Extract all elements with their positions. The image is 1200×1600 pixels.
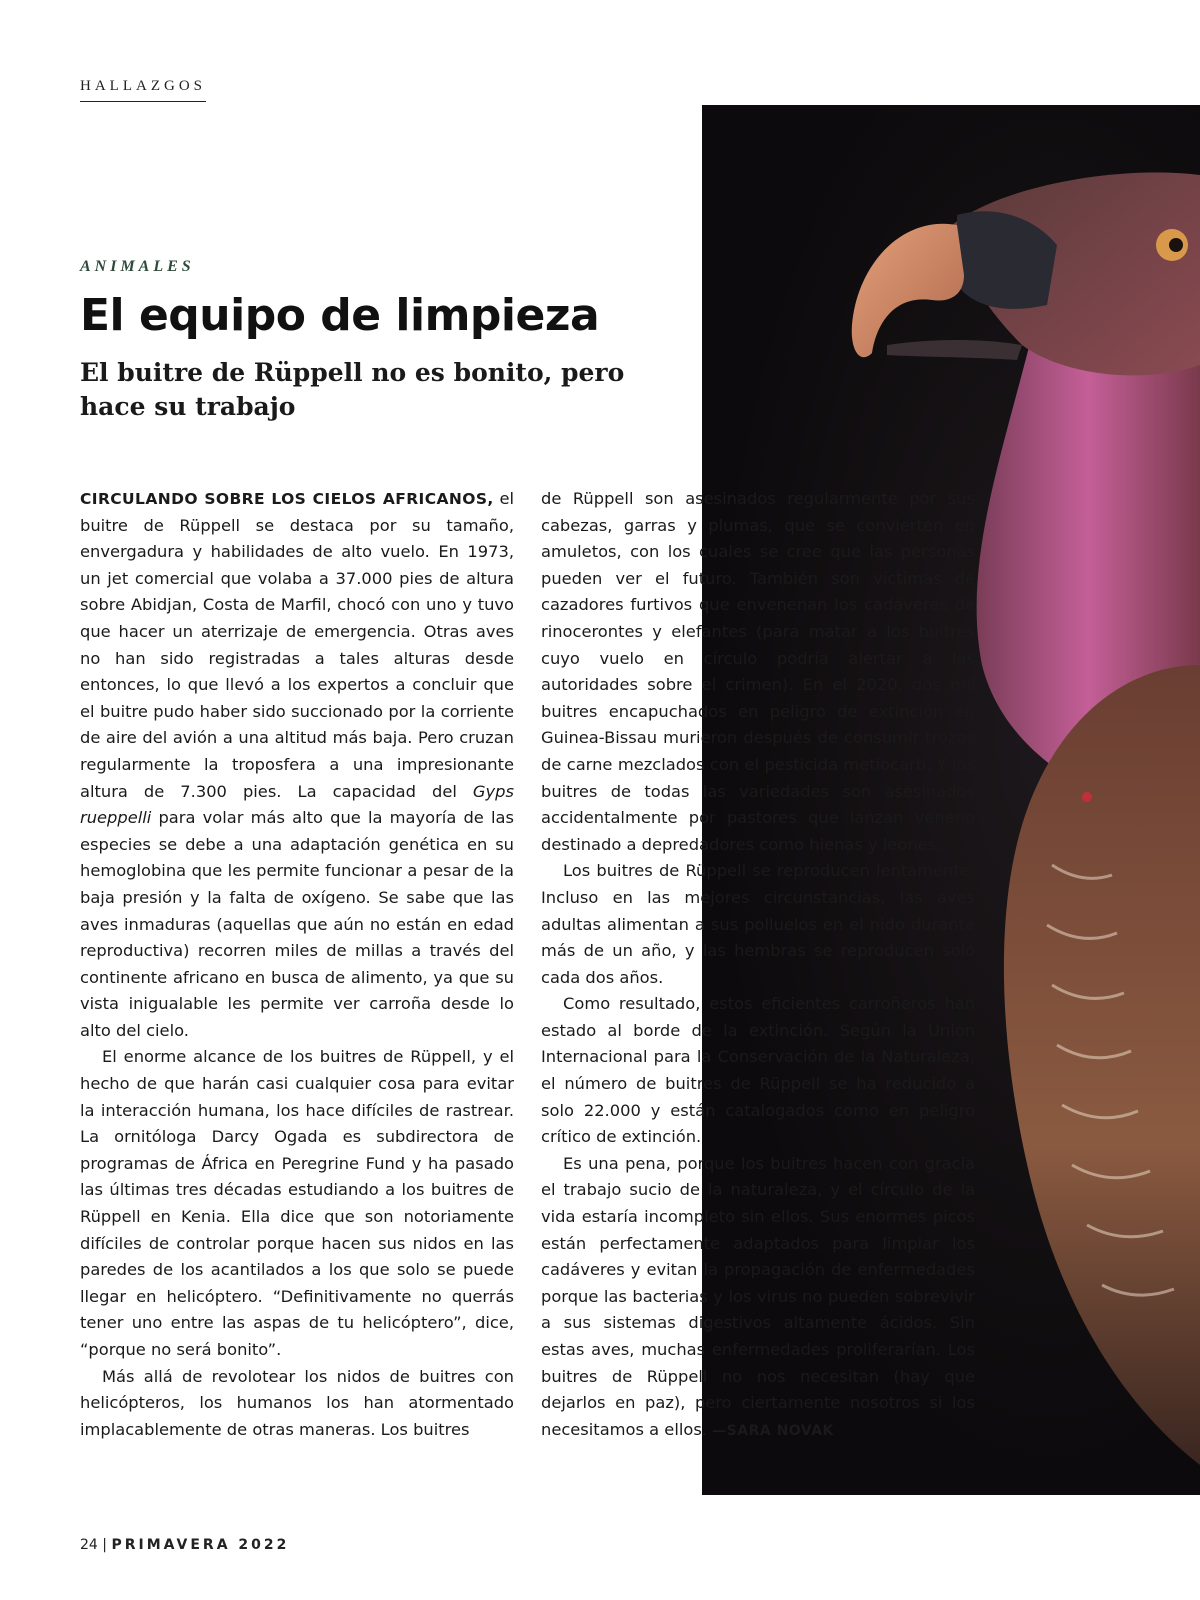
paragraph-1-text-a: el buitre de Rüppell se destaca por su tamaño, envergadura y habilidades de alto vuelo. En 1973, un jet comercial que volaba a 37.000 pies de altura sobre Abidjan, Costa de Marfil, chocó con uno y tuvo que hacer un aterrizaje de emergencia. Otras aves no han sido registradas a tales alturas desde entonces, lo que llevó a los expertos a concluir que el buitre pudo haber sido succionado por la corriente de aire del avión a una altitud más baja. Pero cruzan regularmente la troposfera a una impresionante altura de 7.300 pies. La capacidad del <box>80 489 514 801</box>
deck: El buitre de Rüppell no es bonito, pero hace su trabajo <box>80 358 625 421</box>
paragraph-6 <box>541 1151 975 1445</box>
folio-separator: | <box>102 1537 107 1553</box>
headline: El equipo de limpieza <box>80 290 600 341</box>
lead-in: CIRCULANDO SOBRE LOS CIELOS AFRICANOS, <box>80 490 494 508</box>
article-column-left <box>80 486 514 1443</box>
paragraph-3-continued: de Rüppell son asesinados regularmente por sus cabezas, garras y plumas, que se convierten en amuletos, con los cuales se cree que las personas pueden ver el futuro. También son víctimas de cazadores furtivos que envenenan los cadáveres de rinocerontes y elefantes (para matar a los buitres cuyo vuelo en círculo podría alertar a las autoridades sobre el crimen). En el 2020, dos mil buitres encapuchados en peligro de extinción en Guinea-Bissau murieron después de consumir trozos de carne mezclados con el pesticida metiocarb. Y los buitres de todas las variedades son asesinados accidentalmente por pastores que lanzan veneno destinado a depredadores como hienas y leones. <box>541 489 975 854</box>
byline: —SARA NOVAK <box>712 1422 834 1439</box>
paragraph-3-start: Más allá de revolotear los nidos de buitres con helicópteros, los humanos los han atormentado implacablemente de otras maneras. Los buitres <box>80 1366 514 1439</box>
species-name: Gyps rueppelli <box>80 781 514 828</box>
section-label: HALLAZGOS <box>80 78 206 102</box>
issue-label: PRIMAVERA 2022 <box>111 1537 290 1553</box>
page-number: 24 <box>80 1537 98 1553</box>
paragraph-2: El enorme alcance de los buitres de Rüppell, y el hecho de que harán casi cualquier cosa para evitar la interacción humana, los hace difíciles de rastrear. La ornitóloga Darcy Ogada es subdirectora de programas de África en Peregrine Fund y ha pasado las últimas tres décadas estudiando a los buitres de Rüppell en Kenia. Ella dice que son notoriamente difíciles de controlar porque hacen sus nidos en las paredes de los acantilados a los que solo se puede llegar en helicóptero. “Definitivamente no querrás tener uno entre las aspas de tu helicóptero”, dice, “porque no será bonito”. <box>80 1047 514 1359</box>
paragraph-1-text-b: para volar más alto que la mayoría de las especies se debe a una adaptación genética en su hemoglobina que les permite funcionar a pesar de la baja presión y la falta de oxígeno. Se sabe que las aves inmaduras (aquellas que aún no están en edad reproductiva) recorren miles de millas a través del continente africano en busca de alimento, ya que su vista inigualable les permite ver carroña desde lo alto del cielo. <box>80 808 514 1040</box>
paragraph-6-text: Es una pena, porque los buitres hacen con gracia el trabajo sucio de la naturaleza, y el círculo de la vida estaría incompleto sin ellos. Sus enormes picos están perfectamente adaptados para limpiar los cadáveres y evitan la propagación de enfermedades porque las bacterias y los virus no pueden sobrevivir a sus sistemas digestivos altamente ácidos. Sin estas aves, muchas enfermedades proliferarían. Los buitres de Rüppell no nos necesitan (hay que dejarlos en paz), pero ciertamente nosotros si los necesitamos a ellos. <box>541 1153 975 1439</box>
article-column-right <box>541 486 975 1444</box>
folio <box>80 1537 289 1553</box>
paragraph-1 <box>80 486 514 1044</box>
paragraph-4: Los buitres de Rüppell se reproducen lentamente. Incluso en las mejores circunstancias, las aves adultas alimentan a sus polluelos en el nido durante más de un año, y las hembras se reproducen solo cada dos años. <box>541 861 975 987</box>
paragraph-5: Como resultado, estos eficientes carroñeros han estado al borde de la extinción. Según la Unión Internacional para la Conservación de la Naturaleza, el número de buitres de Rüppell se ha reducido a solo 22.000 y están catalogados como en peligro crítico de extinción. <box>541 994 975 1147</box>
kicker: ANIMALES <box>80 258 195 275</box>
